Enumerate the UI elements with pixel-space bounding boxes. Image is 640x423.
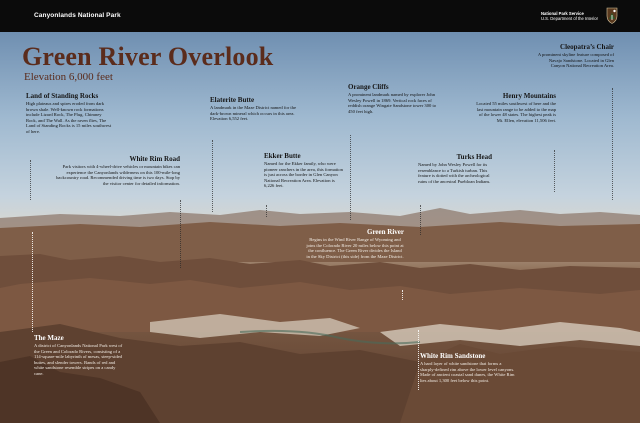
header-bar [0, 0, 640, 32]
label-white-rim-sandstone [420, 352, 516, 383]
label-title: Green River [367, 228, 404, 236]
label-the-maze [34, 334, 124, 377]
label-text: High plateaus and spires eroded from dark brown shale. Well-known rock formations include Lizard Rock, The Plug, Chimney Rock, and The Wall. As the raven flies, The Land of Standing Rocks is 15 miles southwest of here. [26, 101, 112, 134]
label-title: Henry Mountains [502, 92, 556, 100]
leader-line [180, 200, 181, 268]
label-orange-cliffs [348, 83, 444, 114]
label-title: Orange Cliffs [348, 83, 389, 91]
park-name: Canyonlands National Park [34, 12, 121, 19]
agency-line-2: U.S. Department of the Interior [540, 16, 598, 21]
label-white-rim-road [56, 155, 180, 186]
leader-line [350, 135, 351, 220]
label-text: A prominent skyline feature composed of Navajo Sandstone. Located in Glen Canyon National Recreation Area. [537, 52, 614, 69]
label-turks-head [418, 153, 492, 184]
label-cleopatras-chair [536, 43, 614, 69]
leader-line [32, 232, 33, 332]
leader-line [266, 205, 267, 217]
label-ekker-butte [264, 152, 344, 189]
label-text: A landmark in the Maze District named for the dark-brown mineral which occurs in this area. Elevation 6,552 feet. [210, 105, 296, 122]
label-title: Land of Standing Rocks [26, 92, 99, 100]
label-elaterite-butte [210, 96, 306, 122]
label-text: Begins in the Wind River Range of Wyoming and joins the Colorado River 20 miles below this point at the confluence. The Green River divides the Island in the Sky District (this side) from the Maze District. [306, 237, 404, 259]
label-text: A district of Canyonlands National Park west of the Green and Colorado Rivers, consisting of a 114-square-mile labyrinth of mesas, steep-sided buttes, and slender towers. Bands of red and white sandstone resemble stripes on a candy cane. [34, 343, 123, 376]
label-text: Located 55 miles southwest of here and the last mountain range to be added to the map of the lower 48 states. The highest peak is Mt. Ellen, elevation 11,506 feet. [476, 101, 556, 123]
label-henry-mountains [476, 92, 556, 123]
arrowhead-icon [606, 7, 618, 24]
leader-line [402, 290, 403, 300]
label-title: Elaterite Butte [210, 96, 255, 104]
leader-line [554, 150, 555, 192]
label-text: Named by John Wesley Powell for its resemblance to a Turkish turban. This feature is dotted with the archeological ruins of the ancestral Puebloan Indians. [418, 162, 491, 184]
agency-name [541, 11, 598, 21]
agency-line-1: National Park Service [540, 11, 584, 16]
label-land-of-standing-rocks [26, 92, 112, 135]
label-text: A prominent landmark named by explorer John Wesley Powell in 1869. Vertical rock faces of reddish orange Wingate Sandstone tower 300 to 450 feet high. [348, 92, 437, 114]
label-text: Park visitors with 4-wheel-drive vehicles or mountain bikes can experience the Canyonlands wilderness on this 100-mile-long backcountry road. Recommended driving time is two days. Stop by the visitor center for detailed information. [56, 164, 180, 186]
page-subtitle: Elevation 6,000 feet [24, 71, 113, 83]
leader-line [420, 205, 421, 235]
label-text: A hard layer of white sandstone that forms a sharply-defined rim above the lower level canyons. Made of ancient coastal sand dunes, the White Rim lies about 1,300 feet below this point. [420, 361, 515, 383]
leader-line [612, 88, 613, 200]
leader-line [30, 160, 31, 200]
label-green-river [306, 228, 404, 259]
label-title: White Rim Sandstone [420, 352, 486, 360]
page-title: Green River Overlook [22, 42, 274, 71]
label-title: Cleopatra’s Chair [560, 43, 614, 51]
label-text: Named for the Ekker family, who were pioneer ranchers in the area, this formation is just across the border in Glen Canyon National Recreation Area. Elevation is 6,226 feet. [264, 161, 343, 189]
label-title: Ekker Butte [264, 152, 301, 160]
leader-line [212, 140, 213, 212]
leader-line [418, 330, 419, 390]
label-title: Turks Head [456, 153, 492, 161]
label-title: The Maze [34, 334, 64, 342]
label-title: White Rim Road [129, 155, 180, 163]
